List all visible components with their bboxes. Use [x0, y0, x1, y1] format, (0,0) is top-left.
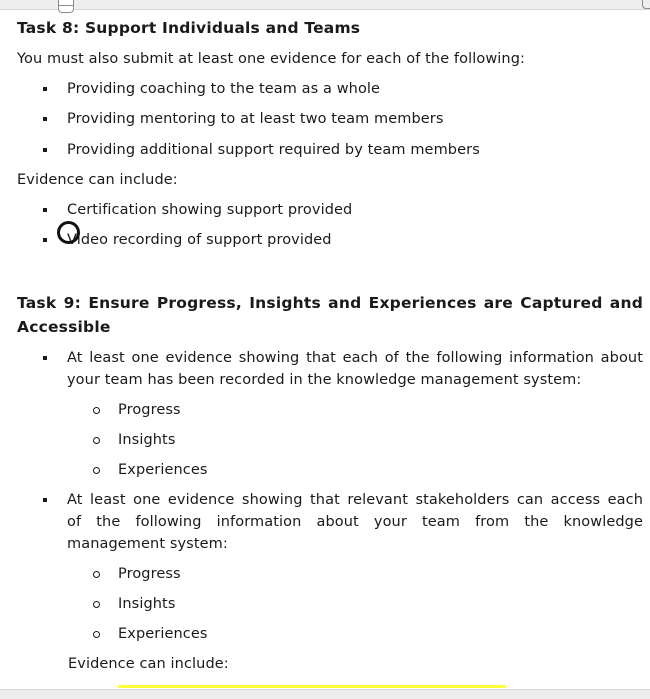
task9-heading-line1: Task 9: Ensure Progress, Insights and Experiences are Captured and [17, 294, 643, 312]
sub-list-item-text: Experiences [118, 462, 208, 478]
task9-evidence-label: Evidence can include: [68, 656, 229, 672]
circle-bullet-icon [93, 437, 100, 444]
list-item-text-line3: management system: [67, 536, 228, 552]
table-corner-handle-icon[interactable] [642, 0, 650, 9]
square-bullet-icon [43, 238, 47, 242]
square-bullet-icon [43, 498, 47, 502]
list-item-text-line2: of the following information about your team from the knowledge [67, 514, 643, 530]
task8-evidence-label: Evidence can include: [17, 172, 178, 188]
list-item-text-line1: At least one evidence showing that each of the following information about [67, 350, 643, 366]
list-item-text-line2: your team has been recorded in the knowledge management system: [67, 372, 582, 388]
circle-bullet-icon [93, 601, 100, 608]
sub-list-item-text: Insights [118, 596, 176, 612]
cursor-ring-icon [57, 221, 80, 244]
list-item-text: Video recording of support provided [67, 232, 332, 248]
circle-bullet-icon [93, 571, 100, 578]
square-bullet-icon [43, 356, 47, 360]
circle-bullet-icon [93, 407, 100, 414]
list-item-text: Providing coaching to the team as a whole [67, 81, 381, 97]
sub-list-item-text: Insights [118, 432, 176, 448]
sub-list-item-text: Experiences [118, 626, 208, 642]
sub-list-item-text: Progress [118, 566, 181, 582]
table-move-handle-icon[interactable] [58, 0, 74, 13]
square-bullet-icon [43, 208, 47, 212]
list-item-text: Providing mentoring to at least two team members [67, 111, 444, 127]
circle-bullet-icon [93, 467, 100, 474]
square-bullet-icon [43, 117, 47, 121]
task9-heading-line2: Accessible [17, 318, 111, 336]
list-item-text: Providing additional support required by team members [67, 142, 480, 158]
sub-list-item-text: Progress [118, 402, 181, 418]
ruler-strip [0, 0, 650, 10]
list-item-text: Certification showing support provided [67, 202, 353, 218]
list-item-text-line1: At least one evidence showing that relevant stakeholders can access each [67, 492, 643, 508]
square-bullet-icon [43, 148, 47, 152]
task8-intro: You must also submit at least one evidence for each of the following: [17, 51, 525, 67]
status-strip [0, 689, 650, 699]
circle-bullet-icon [93, 631, 100, 638]
square-bullet-icon [43, 87, 47, 91]
highlight-bar [118, 685, 506, 688]
task8-heading: Task 8: Support Individuals and Teams [17, 19, 361, 37]
